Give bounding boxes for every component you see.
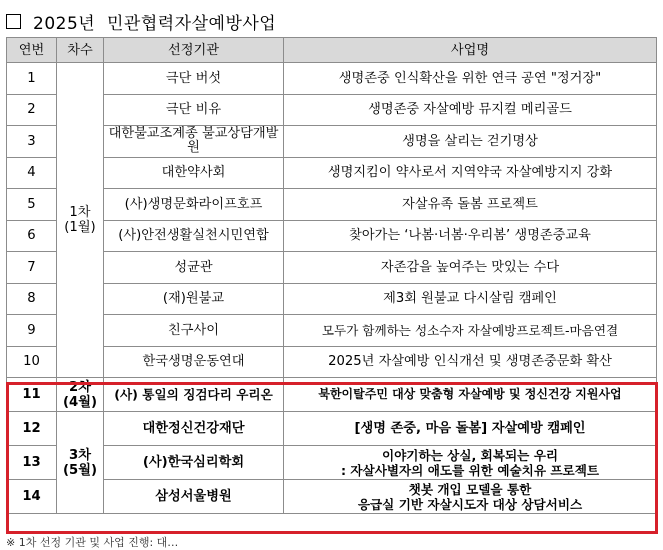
round-1-cell: 1차 (1월) xyxy=(57,63,104,378)
table-row xyxy=(7,252,657,284)
row-number: 2 xyxy=(7,94,57,126)
row-organization: 한국생명운동연대 xyxy=(104,346,284,378)
row-project: 챗봇 개입 모델을 통한 응급실 기반 자살시도자 대상 상담서비스 xyxy=(284,480,657,514)
row-organization: 극단 버섯 xyxy=(104,63,284,95)
row-number: 7 xyxy=(7,252,57,284)
table-row xyxy=(7,220,657,252)
page-title xyxy=(6,8,276,34)
row-project: 모두가 함께하는 성소수자 자살예방프로젝트-마음연결 xyxy=(284,315,657,347)
table-row xyxy=(7,283,657,315)
row-organization: 삼성서울병원 xyxy=(104,480,284,514)
row-organization: 극단 비유 xyxy=(104,94,284,126)
row-organization: (사)생명문화라이프호프 xyxy=(104,189,284,221)
row-number: 3 xyxy=(7,126,57,158)
row-number: 6 xyxy=(7,220,57,252)
row-organization: (사)한국심리학회 xyxy=(104,446,284,480)
row-organization: (재)원불교 xyxy=(104,283,284,315)
header-organization: 선정기관 xyxy=(104,38,284,63)
table-row xyxy=(7,63,657,95)
row-organization: 친구사이 xyxy=(104,315,284,347)
round-2-cell: 2차 (4월) xyxy=(57,378,104,412)
row-project: 생명존중 인식확산을 위한 연극 공연 "정거장" xyxy=(284,63,657,95)
row-project: 자살유족 돌봄 프로젝트 xyxy=(284,189,657,221)
table-row xyxy=(7,157,657,189)
row-project: 찾아가는 ‘나봄·너봄·우리봄’ 생명존중교육 xyxy=(284,220,657,252)
row-project: 2025년 자살예방 인식개선 및 생명존중문화 확산 xyxy=(284,346,657,378)
row-project: 이야기하는 상실, 회복되는 우리 : 자살사별자의 애도를 위한 예술치유 프로젝트 xyxy=(284,446,657,480)
row-number: 13 xyxy=(7,446,57,480)
table-row xyxy=(7,446,657,480)
row-project: 제3회 원불교 다시살림 캠페인 xyxy=(284,283,657,315)
table-row xyxy=(7,315,657,347)
header-number: 연번 xyxy=(7,38,57,63)
table-row xyxy=(7,346,657,378)
row-project: 생명을 살리는 걷기명상 xyxy=(284,126,657,158)
row-number: 8 xyxy=(7,283,57,315)
table-row xyxy=(7,94,657,126)
row-organization: 대한약사회 xyxy=(104,157,284,189)
table-row xyxy=(7,412,657,446)
row-project: 생명지킴이 약사로서 지역약국 자살예방지지 강화 xyxy=(284,157,657,189)
table-row xyxy=(7,126,657,158)
footer-note: ※ 1차 선정 기관 및 사업 진행: 대… xyxy=(6,536,179,549)
row-project: 생명존중 자살예방 뮤지컬 메리골드 xyxy=(284,94,657,126)
row-organization: 성균관 xyxy=(104,252,284,284)
header-project: 사업명 xyxy=(284,38,657,63)
row-number: 14 xyxy=(7,480,57,514)
header-round: 차수 xyxy=(57,38,104,63)
row-number: 1 xyxy=(7,63,57,95)
row-number: 11 xyxy=(7,378,57,412)
table-header-row xyxy=(7,38,657,63)
row-number: 9 xyxy=(7,315,57,347)
table-row xyxy=(7,378,657,412)
row-number: 10 xyxy=(7,346,57,378)
row-number: 12 xyxy=(7,412,57,446)
row-number: 4 xyxy=(7,157,57,189)
row-number: 5 xyxy=(7,189,57,221)
row-organization: (사)안전생활실천시민연합 xyxy=(104,220,284,252)
table-row xyxy=(7,189,657,221)
row-project: 북한이탈주민 대상 맞춤형 자살예방 및 정신건강 지원사업 xyxy=(284,378,657,412)
program-table xyxy=(6,37,657,514)
row-project: 자존감을 높여주는 맛있는 수다 xyxy=(284,252,657,284)
page-title-text: 2025년 민관협력자살예방사업 xyxy=(33,13,277,34)
row-project: [생명 존중, 마음 돌봄] 자살예방 캠페인 xyxy=(284,412,657,446)
round-3-cell: 3차 (5월) xyxy=(57,412,104,514)
table-row xyxy=(7,480,657,514)
checkbox-square-icon xyxy=(6,14,21,29)
row-organization: 대한정신건강재단 xyxy=(104,412,284,446)
row-organization: (사) 통일의 징검다리 우리온 xyxy=(104,378,284,412)
row-organization: 대한불교조계종 불교상담개발원 xyxy=(104,126,284,158)
